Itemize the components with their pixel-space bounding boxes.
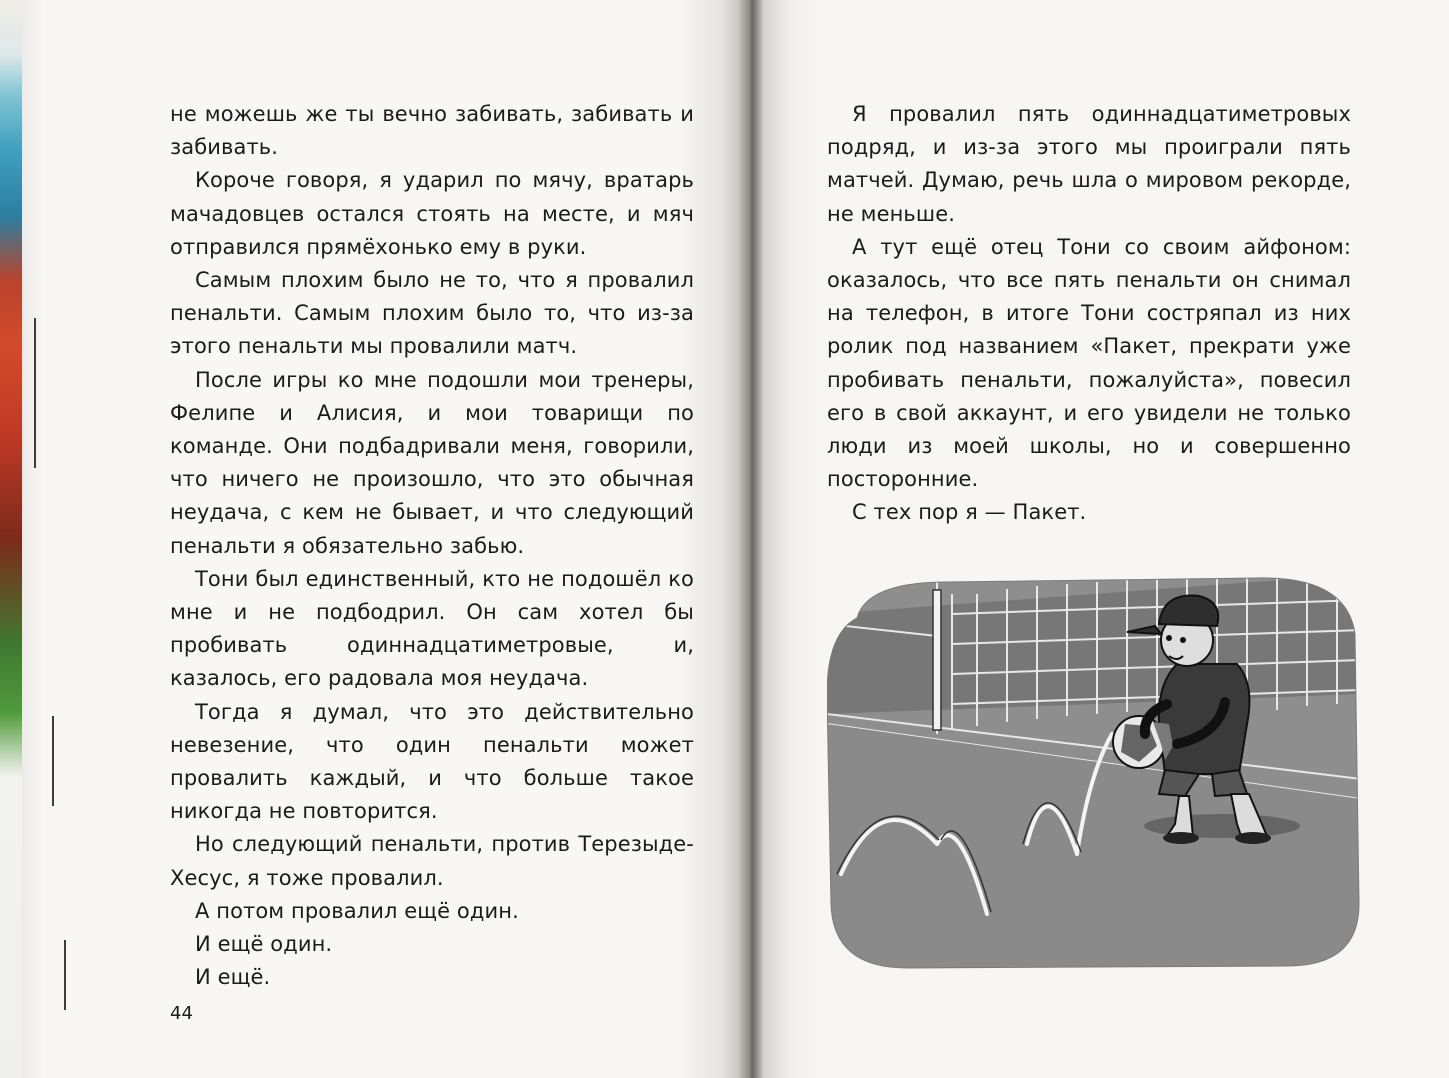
paragraph: С тех пор я — Пакет. bbox=[852, 500, 1087, 525]
scan-mark bbox=[52, 716, 54, 806]
paragraph: И ещё один. bbox=[195, 932, 333, 957]
goalkeeper-illustration bbox=[827, 574, 1361, 970]
paragraph: Тони был единственный, кто не подошёл ко мне и не подбодрил. Он сам хотел бы пробивать одиннадцатиметровые, и, казалось, его радовала моя неудача. bbox=[170, 566, 694, 691]
scan-mark bbox=[34, 318, 36, 468]
paragraph: Тогда я думал, что это действительно невезение, что один пенальти может провалить каждый, и что больше такое никогда не повторится. bbox=[170, 699, 694, 824]
paragraph: А потом провалил ещё один. bbox=[195, 898, 519, 923]
scan-mark bbox=[64, 940, 66, 1010]
paragraph: И ещё. bbox=[195, 965, 271, 990]
left-page bbox=[22, 0, 750, 1078]
paragraph: Но следующий пенальти, против Терезыде-Хесус, я тоже провалил. bbox=[170, 832, 694, 890]
paragraph: не можешь же ты вечно забивать, забивать и забивать. bbox=[170, 102, 694, 160]
left-page-text bbox=[170, 98, 694, 994]
paragraph: Самым плохим было не то, что я провалил пенальти. Самым плохим было то, что из-за этого пенальти мы провалили матч. bbox=[170, 268, 694, 359]
paragraph: Короче говоря, я ударил по мячу, вратарь мачадовцев остался стоять на месте, и мяч отправился прямёхонько ему в руки. bbox=[170, 168, 694, 259]
page-number: 44 bbox=[170, 1003, 193, 1024]
paragraph: После игры ко мне подошли мои тренеры, Фелипе и Алисия, и мои товарищи по команде. Они подбадривали меня, говорили, что ничего не произошло, что это обычная неудача, с кем не бывает, и что следующий пенальти я обязательно забью. bbox=[170, 367, 694, 558]
paragraph: А тут ещё отец Тони со своим айфоном: оказалось, что все пять пенальти он снимал на телефон, в итоге Тони состряпал из них ролик под названием «Пакет, прекрати уже пробивать пенальти, пожалуйста», повесил его в свой аккаунт, и его увидели не только люди из моей школы, но и совершенно посторонние. bbox=[827, 234, 1351, 492]
book-gutter bbox=[738, 0, 764, 1078]
right-page-text bbox=[827, 98, 1351, 530]
right-page bbox=[750, 0, 1449, 1078]
paragraph: Я провалил пять одиннадцатиметровых подряд, и из-за этого мы проиграли пять матчей. Думаю, речь шла о мировом рекорде, не меньше. bbox=[827, 102, 1351, 226]
